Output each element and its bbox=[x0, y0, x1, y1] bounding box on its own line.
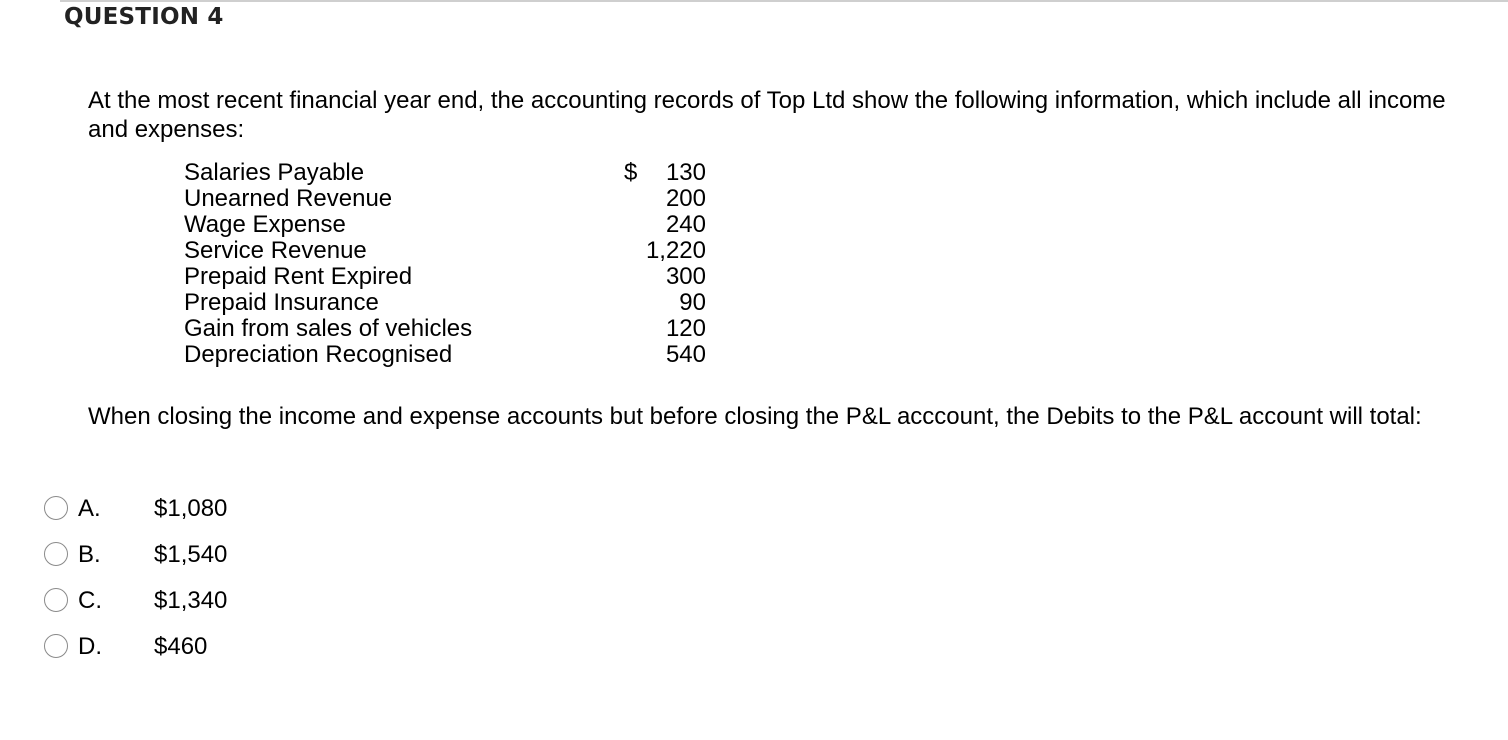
radio-button-a[interactable] bbox=[44, 496, 68, 520]
question-title: QUESTION 4 bbox=[64, 4, 224, 30]
ledger-row bbox=[184, 342, 724, 368]
ledger-row bbox=[184, 316, 724, 342]
option-letter: A. bbox=[78, 495, 101, 522]
ledger-row bbox=[184, 238, 724, 264]
answer-option-d[interactable] bbox=[44, 632, 444, 662]
ledger-amount: 300 bbox=[665, 263, 706, 290]
option-text: $1,080 bbox=[154, 495, 228, 522]
ledger-row bbox=[184, 160, 724, 186]
ledger-row bbox=[184, 186, 724, 212]
ledger-amount: 120 bbox=[665, 315, 706, 342]
question-prompt: When closing the income and expense accounts but before closing the P&L acccount, the Debits to the P&L account will total: bbox=[88, 403, 1422, 430]
answer-option-c[interactable] bbox=[44, 586, 444, 616]
question-intro: At the most recent financial year end, the accounting records of Top Ltd show the following information, which include all income and expenses: bbox=[88, 87, 1446, 143]
ledger-label: Prepaid Rent Expired bbox=[184, 263, 413, 290]
ledger-label: Depreciation Recognised bbox=[184, 341, 453, 368]
ledger-amount: 240 bbox=[665, 211, 706, 238]
answer-option-a[interactable] bbox=[44, 494, 444, 524]
radio-button-c[interactable] bbox=[44, 588, 68, 612]
ledger-label: Service Revenue bbox=[184, 237, 367, 264]
option-text: $1,540 bbox=[154, 541, 228, 568]
ledger-amount: 200 bbox=[665, 185, 706, 212]
option-text: $460 bbox=[154, 633, 208, 660]
ledger-label: Wage Expense bbox=[184, 211, 346, 238]
radio-button-d[interactable] bbox=[44, 634, 68, 658]
ledger-label: Gain from sales of vehicles bbox=[184, 315, 473, 342]
option-text: $1,340 bbox=[154, 587, 228, 614]
ledger-amount: 1,220 bbox=[645, 237, 706, 264]
radio-button-b[interactable] bbox=[44, 542, 68, 566]
ledger-currency: $ bbox=[624, 159, 638, 186]
ledger-amount: 130 bbox=[665, 159, 706, 186]
ledger-row bbox=[184, 290, 724, 316]
ledger-row bbox=[184, 264, 724, 290]
answer-option-b[interactable] bbox=[44, 540, 444, 570]
ledger-amount: 540 bbox=[665, 341, 706, 368]
ledger-row bbox=[184, 212, 724, 238]
ledger-amount: 90 bbox=[679, 289, 706, 316]
option-letter: B. bbox=[78, 541, 101, 568]
top-divider bbox=[60, 0, 1508, 2]
option-letter: D. bbox=[78, 633, 102, 660]
option-letter: C. bbox=[78, 587, 102, 614]
ledger-label: Salaries Payable bbox=[184, 159, 365, 186]
ledger-label: Prepaid Insurance bbox=[184, 289, 379, 316]
ledger-label: Unearned Revenue bbox=[184, 185, 393, 212]
ledger-table bbox=[184, 160, 724, 368]
